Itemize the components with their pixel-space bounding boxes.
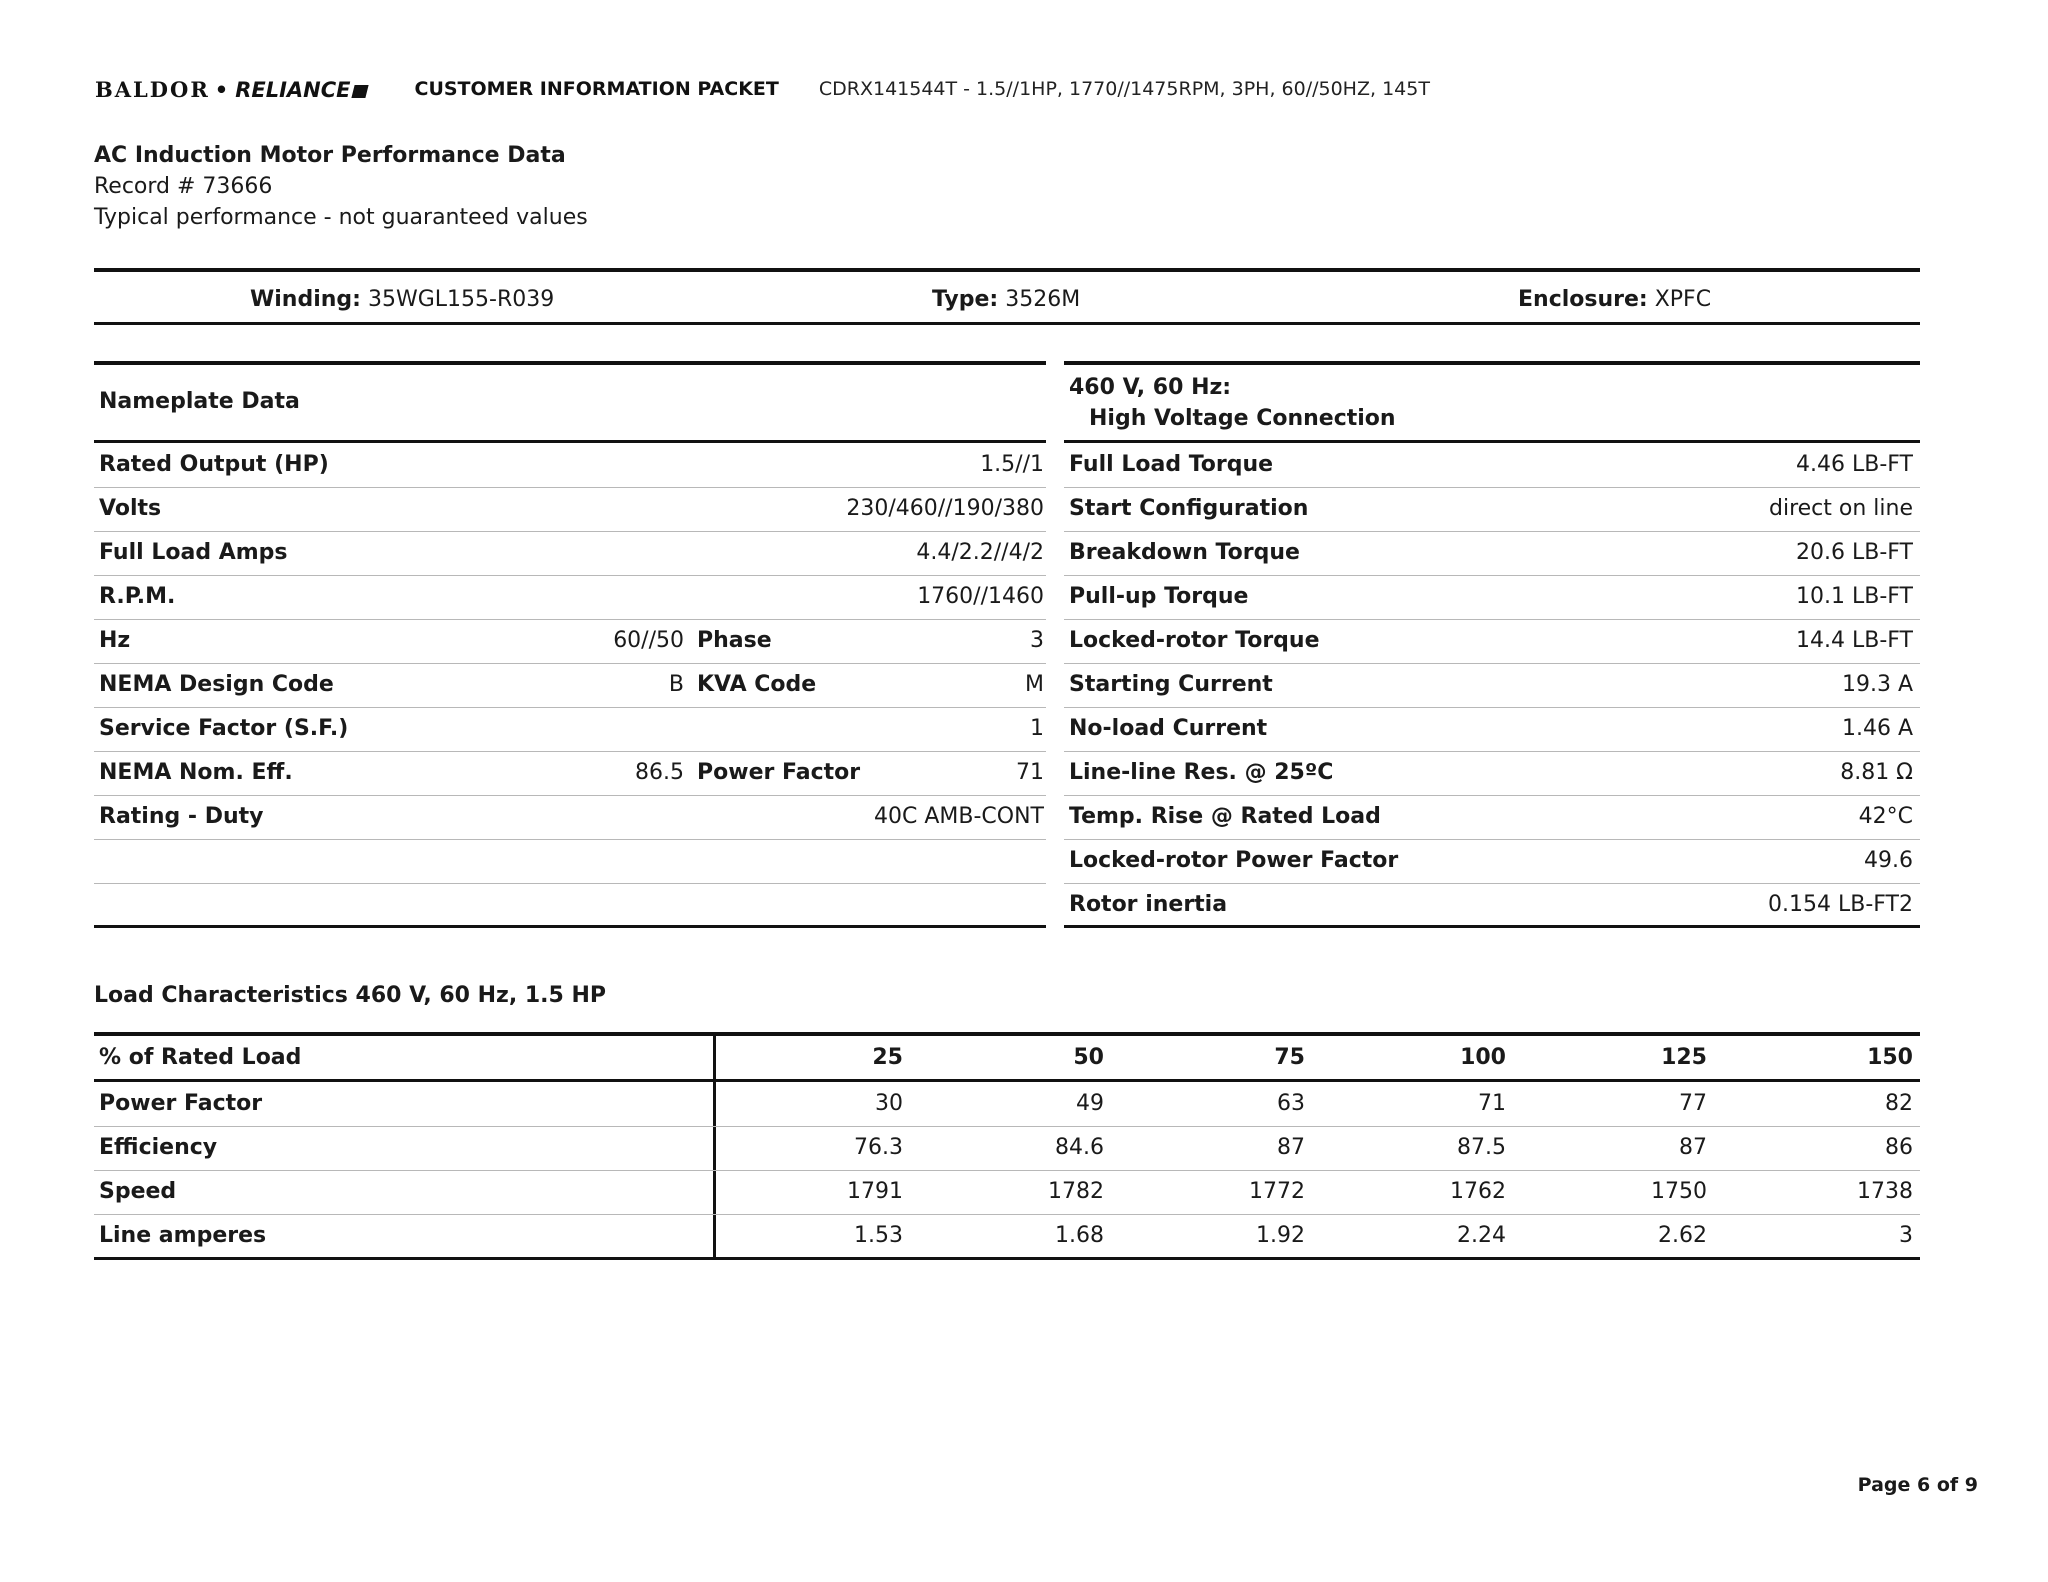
load-cell: 1.68 [1055, 1223, 1104, 1248]
info-bar-bottom-rule [94, 322, 1920, 325]
load-cell: 1738 [1857, 1179, 1913, 1204]
row-divider [94, 619, 1046, 620]
load-header-label: % of Rated Load [99, 1045, 302, 1070]
nameplate-row-label2: KVA Code [697, 672, 817, 697]
nameplate-row-mid-value: B [668, 672, 684, 697]
load-cell: 63 [1277, 1091, 1305, 1116]
load-cell: 1791 [847, 1179, 903, 1204]
enclosure-info [1518, 283, 1711, 317]
connection-row-value: 1.46 A [1841, 716, 1913, 741]
nameplate-row-label: Rated Output (HP) [99, 452, 329, 477]
load-top-rule [94, 1032, 1920, 1036]
enclosure-value: XPFC [1654, 287, 1712, 312]
brand-mark-icon [351, 85, 368, 98]
page-number: Page 6 of 9 [1857, 1474, 1978, 1496]
connection-row-label: Starting Current [1069, 672, 1273, 697]
nameplate-row-mid-value: 60//50 [613, 628, 684, 653]
connection-row-label: Line-line Res. @ 25ºC [1069, 760, 1334, 785]
brand-logo [95, 77, 367, 102]
nameplate-top-rule [94, 361, 1046, 365]
load-cell: 1772 [1249, 1179, 1305, 1204]
connection-row-label: Rotor inertia [1069, 892, 1228, 917]
load-cell: 30 [875, 1091, 903, 1116]
record-number: Record # 73666 [94, 174, 273, 199]
connection-row-label: Breakdown Torque [1069, 540, 1300, 565]
connection-row-label: Locked-rotor Power Factor [1069, 848, 1399, 873]
nameplate-row-label2: Phase [697, 628, 772, 653]
row-divider [94, 1126, 1920, 1127]
connection-row-label: Pull-up Torque [1069, 584, 1249, 609]
connection-row-value: 19.3 A [1841, 672, 1913, 697]
connection-row-label: No-load Current [1069, 716, 1268, 741]
nameplate-row-value: 1.5//1 [980, 452, 1044, 477]
winding-value: 35WGL155-R039 [367, 287, 555, 312]
nameplate-bottom-rule [94, 925, 1046, 928]
brand-secondary: RELIANCE [235, 77, 351, 102]
connection-heading-line1: 460 V, 60 Hz: [1069, 375, 1232, 400]
page-header [95, 72, 1430, 106]
load-row-label: Efficiency [99, 1135, 218, 1160]
nameplate-row-label: Volts [99, 496, 162, 521]
nameplate-heading: Nameplate Data [99, 389, 300, 414]
nameplate-row-label: NEMA Design Code [99, 672, 334, 697]
load-row-label: Power Factor [99, 1091, 263, 1116]
connection-row-value: 8.81 Ω [1840, 760, 1913, 785]
load-cell: 77 [1679, 1091, 1707, 1116]
row-divider [94, 883, 1046, 884]
connection-row-value: 20.6 LB-FT [1796, 540, 1913, 565]
brand-separator: • [214, 77, 231, 102]
load-cell: 1.92 [1256, 1223, 1305, 1248]
load-column-divider [713, 1034, 716, 1258]
type-value: 3526M [1005, 287, 1081, 312]
winding-info [250, 283, 554, 317]
row-divider [94, 839, 1046, 840]
connection-row-value: 4.46 LB-FT [1796, 452, 1913, 477]
nameplate-row-value: 3 [1030, 628, 1044, 653]
winding-label: Winding: [250, 287, 361, 312]
connection-row-value: 10.1 LB-FT [1796, 584, 1913, 609]
load-cell: 1782 [1048, 1179, 1104, 1204]
load-cell: 1762 [1450, 1179, 1506, 1204]
connection-row-value: 0.154 LB-FT2 [1768, 892, 1913, 917]
load-cell: 1750 [1651, 1179, 1707, 1204]
type-label: Type: [932, 287, 999, 312]
nameplate-row-label: Hz [99, 628, 131, 653]
nameplate-row-value: 40C AMB-CONT [874, 804, 1044, 829]
load-cell: 84.6 [1055, 1135, 1104, 1160]
nameplate-row-label: R.P.M. [99, 584, 176, 609]
load-column-header: 75 [1274, 1045, 1305, 1070]
load-row-label: Line amperes [99, 1223, 267, 1248]
connection-row-value: 42°C [1858, 804, 1913, 829]
enclosure-label: Enclosure: [1518, 287, 1648, 312]
packet-title: CUSTOMER INFORMATION PACKET [414, 78, 779, 100]
load-cell: 71 [1478, 1091, 1506, 1116]
load-cell: 86 [1885, 1135, 1913, 1160]
nameplate-row-value: M [1025, 672, 1044, 697]
nameplate-row-mid-value: 86.5 [635, 760, 684, 785]
load-cell: 87.5 [1457, 1135, 1506, 1160]
type-info [932, 283, 1080, 317]
connection-row-label: Full Load Torque [1069, 452, 1274, 477]
load-cell: 49 [1076, 1091, 1104, 1116]
nameplate-row-label: NEMA Nom. Eff. [99, 760, 293, 785]
connection-row-value: 49.6 [1864, 848, 1913, 873]
load-column-header: 100 [1460, 1045, 1506, 1070]
nameplate-row-value: 1760//1460 [917, 584, 1044, 609]
model-info: CDRX141544T - 1.5//1HP, 1770//1475RPM, 3PH, 60//50HZ, 145T [818, 78, 1430, 100]
nameplate-row-value: 1 [1030, 716, 1044, 741]
connection-bottom-rule [1064, 925, 1920, 928]
load-cell: 87 [1277, 1135, 1305, 1160]
connection-row-value: direct on line [1769, 496, 1913, 521]
nameplate-row-label2: Power Factor [697, 760, 861, 785]
load-column-header: 25 [872, 1045, 903, 1070]
connection-row-label: Locked-rotor Torque [1069, 628, 1320, 653]
performance-note: Typical performance - not guaranteed values [94, 205, 588, 230]
nameplate-row-label: Service Factor (S.F.) [99, 716, 349, 741]
load-title: Load Characteristics 460 V, 60 Hz, 1.5 HP [94, 983, 607, 1008]
connection-row-label: Temp. Rise @ Rated Load [1069, 804, 1381, 829]
load-cell: 82 [1885, 1091, 1913, 1116]
connection-heading-line2: High Voltage Connection [1089, 406, 1396, 431]
nameplate-row-label: Rating - Duty [99, 804, 264, 829]
row-divider [94, 1170, 1920, 1171]
connection-row-label: Start Configuration [1069, 496, 1309, 521]
row-divider [94, 575, 1046, 576]
connection-row-value: 14.4 LB-FT [1796, 628, 1913, 653]
load-row-label: Speed [99, 1179, 177, 1204]
brand-primary: BALDOR [95, 76, 210, 102]
nameplate-row-value: 230/460//190/380 [846, 496, 1044, 521]
info-bar-top-rule [94, 268, 1920, 272]
load-cell: 1.53 [854, 1223, 903, 1248]
nameplate-row-value: 71 [1016, 760, 1044, 785]
load-column-header: 125 [1661, 1045, 1707, 1070]
load-cell: 2.62 [1658, 1223, 1707, 1248]
load-cell: 76.3 [854, 1135, 903, 1160]
load-cell: 3 [1899, 1223, 1913, 1248]
load-cell: 87 [1679, 1135, 1707, 1160]
load-header-rule [94, 1079, 1920, 1082]
connection-top-rule [1064, 361, 1920, 365]
document-title: AC Induction Motor Performance Data [94, 143, 566, 168]
row-divider [94, 1214, 1920, 1215]
nameplate-row-value: 4.4/2.2//4/2 [916, 540, 1044, 565]
load-cell: 2.24 [1457, 1223, 1506, 1248]
load-column-header: 150 [1867, 1045, 1913, 1070]
nameplate-row-label: Full Load Amps [99, 540, 288, 565]
load-bottom-rule [94, 1257, 1920, 1260]
load-column-header: 50 [1073, 1045, 1104, 1070]
